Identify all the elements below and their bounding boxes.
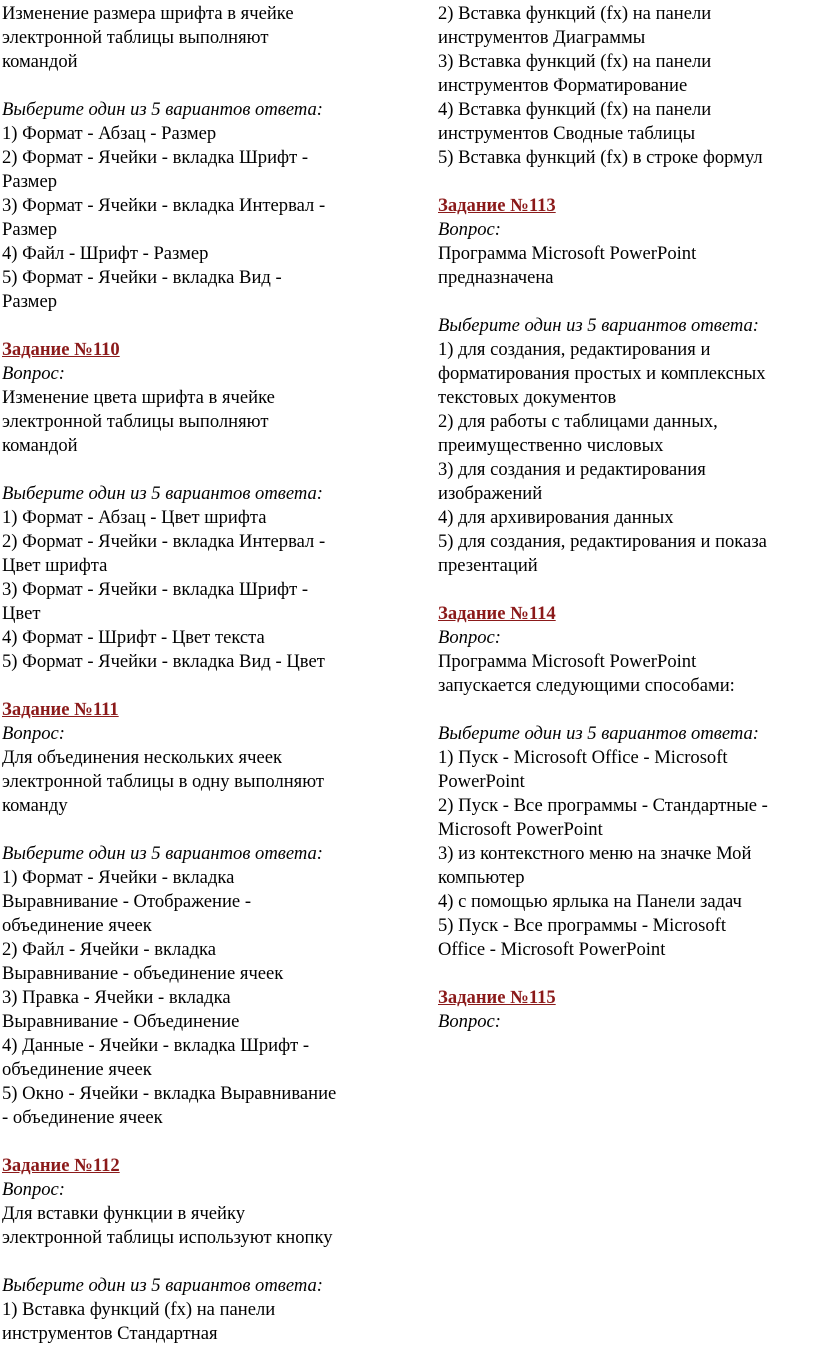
answer-option: 2) Вставка функций (fx) на панели bbox=[438, 3, 712, 24]
text-line: электронной таблицы выполняют bbox=[2, 411, 269, 432]
answer-option: 2) Пуск - Все программы - Стандартные - bbox=[438, 795, 768, 816]
text-line: Размер bbox=[2, 219, 57, 240]
answer-option: 5) Вставка функций (fx) в строке формул bbox=[438, 147, 763, 168]
answer-option: 5) Формат - Ячейки - вкладка Вид - Цвет bbox=[2, 651, 325, 672]
text-line: электронной таблицы используют кнопку bbox=[2, 1227, 333, 1248]
answer-prompt: Выберите один из 5 вариантов ответа: bbox=[438, 723, 759, 744]
answer-option: 5) Формат - Ячейки - вкладка Вид - bbox=[2, 267, 282, 288]
answer-option: 3) из контекстного меню на значке Мой bbox=[438, 843, 752, 864]
answer-option: 5) для создания, редактирования и показа bbox=[438, 531, 767, 552]
text-line: инструментов Форматирование bbox=[438, 75, 688, 96]
answer-option: 1) для создания, редактирования и bbox=[438, 339, 711, 360]
text-line: командой bbox=[2, 435, 78, 456]
text-line: презентаций bbox=[438, 555, 538, 576]
answer-prompt: Выберите один из 5 вариантов ответа: bbox=[2, 99, 323, 120]
text-line: Для вставки функции в ячейку bbox=[2, 1203, 246, 1224]
spacer bbox=[2, 74, 394, 98]
text-line: инструментов Диаграммы bbox=[438, 27, 646, 48]
answer-option: 2) Формат - Ячейки - вкладка Интервал - bbox=[2, 531, 326, 552]
spacer bbox=[2, 314, 394, 338]
answer-option: 1) Формат - Ячейки - вкладка bbox=[2, 867, 235, 888]
text-line: объединение ячеек bbox=[2, 1059, 152, 1080]
text-line: изображений bbox=[438, 483, 543, 504]
text-line: форматирования простых и комплексных bbox=[438, 363, 766, 384]
spacer bbox=[2, 674, 394, 698]
answer-option: 3) Формат - Ячейки - вкладка Шрифт - bbox=[2, 579, 309, 600]
answer-option: 2) Файл - Ячейки - вкладка bbox=[2, 939, 217, 960]
answer-option: 4) Файл - Шрифт - Размер bbox=[2, 243, 209, 264]
text-line: командой bbox=[2, 51, 78, 72]
text-line: запускается следующими способами: bbox=[438, 675, 735, 696]
answer-prompt: Выберите один из 5 вариантов ответа: bbox=[2, 843, 323, 864]
right-column bbox=[438, 2, 814, 1034]
question-label: Вопрос: bbox=[438, 627, 501, 648]
task-heading: Задание №115 bbox=[438, 987, 556, 1008]
text-line: Цвет bbox=[2, 603, 41, 624]
answer-option: 4) Данные - Ячейки - вкладка Шрифт - bbox=[2, 1035, 310, 1056]
text-line: Для объединения нескольких ячеек bbox=[2, 747, 282, 768]
text-line: Цвет шрифта bbox=[2, 555, 108, 576]
spacer bbox=[2, 1130, 394, 1154]
text-line: инструментов Сводные таблицы bbox=[438, 123, 696, 144]
text-line: электронной таблицы выполняют bbox=[2, 27, 269, 48]
task-heading: Задание №111 bbox=[2, 699, 119, 720]
task-heading: Задание №112 bbox=[2, 1155, 120, 1176]
answer-option: 2) Формат - Ячейки - вкладка Шрифт - bbox=[2, 147, 309, 168]
answer-option: 4) для архивирования данных bbox=[438, 507, 674, 528]
answer-option: 3) Формат - Ячейки - вкладка Интервал - bbox=[2, 195, 326, 216]
question-label: Вопрос: bbox=[2, 363, 65, 384]
answer-prompt: Выберите один из 5 вариантов ответа: bbox=[2, 483, 323, 504]
answer-prompt: Выберите один из 5 вариантов ответа: bbox=[2, 1275, 323, 1296]
question-label: Вопрос: bbox=[2, 723, 65, 744]
answer-option: 3) Правка - Ячейки - вкладка bbox=[2, 987, 231, 1008]
text-line: команду bbox=[2, 795, 68, 816]
text-line: PowerPoint bbox=[438, 771, 525, 792]
task-heading: Задание №114 bbox=[438, 603, 556, 624]
text-line: Microsoft PowerPoint bbox=[438, 819, 603, 840]
task-heading: Задание №113 bbox=[438, 195, 556, 216]
answer-option: 3) для создания и редактирования bbox=[438, 459, 706, 480]
text-line: Размер bbox=[2, 291, 57, 312]
spacer bbox=[2, 818, 394, 842]
answer-option: 1) Пуск - Microsoft Office - Microsoft bbox=[438, 747, 728, 768]
spacer bbox=[2, 1250, 394, 1274]
spacer bbox=[438, 578, 814, 602]
question-label: Вопрос: bbox=[438, 1011, 501, 1032]
text-line: Размер bbox=[2, 171, 57, 192]
answer-option: 1) Формат - Абзац - Цвет шрифта bbox=[2, 507, 267, 528]
answer-prompt: Выберите один из 5 вариантов ответа: bbox=[438, 315, 759, 336]
text-line: Программа Microsoft PowerPoint bbox=[438, 651, 697, 672]
answer-option: 1) Вставка функций (fx) на панели bbox=[2, 1299, 276, 1320]
text-line: преимущественно числовых bbox=[438, 435, 664, 456]
question-label: Вопрос: bbox=[438, 219, 501, 240]
text-line: Выравнивание - Отображение - bbox=[2, 891, 252, 912]
task-heading: Задание №110 bbox=[2, 339, 120, 360]
answer-option: 4) Вставка функций (fx) на панели bbox=[438, 99, 712, 120]
left-column bbox=[2, 2, 394, 1346]
spacer bbox=[438, 698, 814, 722]
text-line: предназначена bbox=[438, 267, 554, 288]
answer-option: 4) с помощью ярлыка на Панели задач bbox=[438, 891, 742, 912]
text-line: инструментов Стандартная bbox=[2, 1323, 218, 1344]
answer-option: 1) Формат - Абзац - Размер bbox=[2, 123, 217, 144]
spacer bbox=[438, 962, 814, 986]
answer-option: 5) Пуск - Все программы - Microsoft bbox=[438, 915, 726, 936]
question-label: Вопрос: bbox=[2, 1179, 65, 1200]
text-line: электронной таблицы в одну выполняют bbox=[2, 771, 325, 792]
text-line: Выравнивание - объединение ячеек bbox=[2, 963, 284, 984]
answer-option: 4) Формат - Шрифт - Цвет текста bbox=[2, 627, 265, 648]
text-line: Office - Microsoft PowerPoint bbox=[438, 939, 666, 960]
text-line: компьютер bbox=[438, 867, 525, 888]
spacer bbox=[438, 170, 814, 194]
answer-option: 2) для работы с таблицами данных, bbox=[438, 411, 718, 432]
text-line: - объединение ячеек bbox=[2, 1107, 163, 1128]
text-line: Выравнивание - Объединение bbox=[2, 1011, 240, 1032]
text-line: объединение ячеек bbox=[2, 915, 152, 936]
text-line: текстовых документов bbox=[438, 387, 617, 408]
answer-option: 3) Вставка функций (fx) на панели bbox=[438, 51, 712, 72]
text-line: Изменение размера шрифта в ячейке bbox=[2, 3, 294, 24]
text-line: Программа Microsoft PowerPoint bbox=[438, 243, 697, 264]
answer-option: 5) Окно - Ячейки - вкладка Выравнивание bbox=[2, 1083, 337, 1104]
spacer bbox=[2, 458, 394, 482]
spacer bbox=[438, 290, 814, 314]
text-line: Изменение цвета шрифта в ячейке bbox=[2, 387, 275, 408]
